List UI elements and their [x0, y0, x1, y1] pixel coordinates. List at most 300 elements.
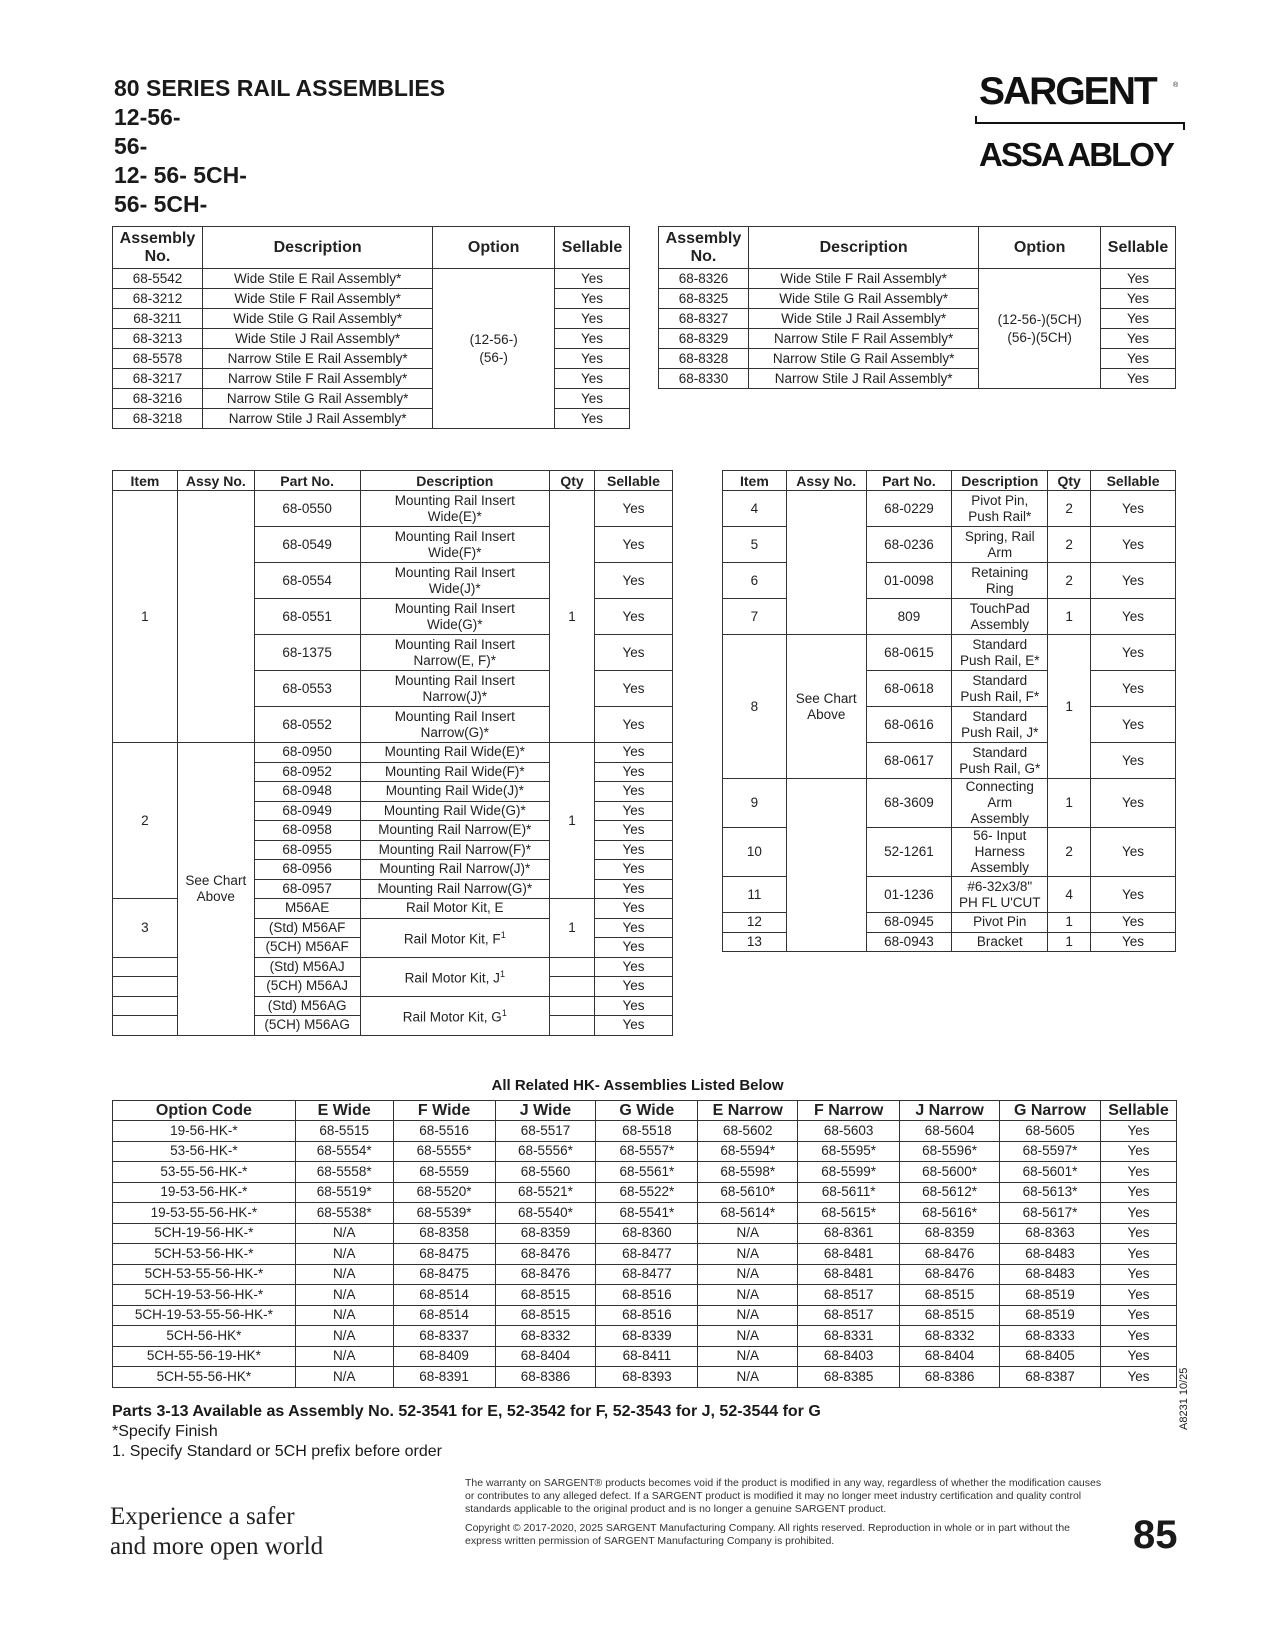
sellable-value: Yes [1091, 743, 1176, 779]
sellable-value: Yes [595, 977, 673, 997]
assembly-cell: 68-8515 [495, 1285, 596, 1306]
part-description: Standard Push Rail, F* [952, 671, 1048, 707]
table-row [113, 1223, 1177, 1244]
assembly-cell: N/A [295, 1305, 393, 1326]
col-sellable: Sellable [595, 471, 673, 491]
quantity: 1 [550, 899, 595, 958]
assembly-cell: 68-8515 [900, 1285, 1000, 1306]
title-line-5: 56- 5CH- [114, 191, 208, 217]
assembly-cell: 68-8477 [596, 1244, 698, 1265]
assembly-cell: 68-5598* [698, 1162, 798, 1183]
option-code: 53-55-56-HK-* [113, 1162, 296, 1183]
quantity: 2 [1048, 828, 1091, 877]
assembly-cell: 68-5538* [295, 1203, 393, 1224]
tagline-line-2: and more open world [110, 1533, 324, 1560]
assembly-cell: 68-8515 [495, 1305, 596, 1326]
assembly-number: 68-3211 [113, 309, 203, 329]
assembly-cell: 68-8386 [900, 1367, 1000, 1388]
assembly-cell: 68-8411 [596, 1346, 698, 1367]
prefix-note: 1. Specify Standard or 5CH prefix before order [112, 1443, 442, 1460]
part-description: Mounting Rail Insert Wide(E)* [360, 491, 550, 527]
assembly-availability-note: Parts 3-13 Available as Assembly No. 52-3541 for E, 52-3542 for F, 52-3543 for J, 52-3544 for G [112, 1403, 821, 1420]
assembly-cell: 68-5604 [900, 1121, 1000, 1142]
assembly-number: 68-3217 [113, 369, 203, 389]
table-row [113, 1285, 1177, 1306]
assembly-cell: N/A [698, 1244, 798, 1265]
part-number: 809 [866, 599, 952, 635]
hk-column-header: F Wide [393, 1101, 495, 1121]
assembly-description: Narrow Stile E Rail Assembly* [202, 349, 432, 369]
col-option: Option [979, 227, 1101, 269]
part-description: #6-32x3/8" PH FL U'CUT [952, 877, 1048, 913]
assembly-cell: Yes [1100, 1203, 1176, 1224]
table-row [113, 1162, 1177, 1183]
part-number: 68-0554 [254, 563, 360, 599]
item-number: 11 [723, 877, 787, 913]
part-number: 68-0236 [866, 527, 952, 563]
part-description: Standard Push Rail, E* [952, 635, 1048, 671]
assy-number: See Chart Above [786, 635, 866, 779]
assembly-description: Wide Stile J Rail Assembly* [748, 309, 978, 329]
col-option: Option [433, 227, 555, 269]
part-description: Mounting Rail Narrow(F)* [360, 840, 550, 860]
part-number: 68-0952 [254, 762, 360, 782]
assembly-number: 68-8326 [659, 269, 749, 289]
part-description: Standard Push Rail, J* [952, 707, 1048, 743]
table-row [113, 1346, 1177, 1367]
table-row [113, 743, 673, 763]
hk-column-header: J Narrow [900, 1101, 1000, 1121]
assembly-cell: N/A [295, 1264, 393, 1285]
quantity: 1 [1048, 635, 1091, 779]
assembly-cell: N/A [295, 1285, 393, 1306]
part-number: (Std) M56AJ [254, 957, 360, 977]
sellable-value: Yes [595, 860, 673, 880]
document-code: A8231 10/25 [1178, 1367, 1190, 1430]
col-description: Description [748, 227, 978, 269]
assembly-cell: 68-5558* [295, 1162, 393, 1183]
option-code: 5CH-55-56-HK* [113, 1367, 296, 1388]
quantity: 1 [1048, 913, 1091, 933]
assembly-cell: 68-5520* [393, 1182, 495, 1203]
assembly-cell: 68-8475 [393, 1264, 495, 1285]
col-description: Description [202, 227, 432, 269]
assembly-description: Wide Stile F Rail Assembly* [202, 289, 432, 309]
assembly-description: Narrow Stile J Rail Assembly* [202, 409, 432, 429]
option-code: 5CH-19-53-55-56-HK-* [113, 1305, 296, 1326]
col-description: Description [952, 471, 1048, 491]
part-number: 68-0618 [866, 671, 952, 707]
quantity: 1 [1048, 599, 1091, 635]
assembly-cell: 68-5539* [393, 1203, 495, 1224]
part-number: 68-0550 [254, 491, 360, 527]
assembly-cell: N/A [295, 1244, 393, 1265]
assembly-cell: 68-8476 [495, 1264, 596, 1285]
assembly-cell: Yes [1100, 1264, 1176, 1285]
assembly-cell: Yes [1100, 1141, 1176, 1162]
part-number: (5CH) M56AF [254, 938, 360, 958]
logo-rule [975, 122, 1185, 124]
assembly-cell: N/A [295, 1367, 393, 1388]
assembly-table-right [658, 226, 1176, 389]
quantity-blank [550, 977, 595, 997]
assembly-cell: 68-8481 [798, 1244, 900, 1265]
part-number: 68-0945 [866, 913, 952, 933]
table-row [659, 269, 1176, 289]
sellable-value: Yes [595, 1016, 673, 1036]
option-code: 5CH-53-55-56-HK-* [113, 1264, 296, 1285]
assembly-cell: N/A [698, 1285, 798, 1306]
sellable-value: Yes [555, 309, 630, 329]
assembly-cell: 68-5603 [798, 1121, 900, 1142]
logo-rule-tick-right [1183, 122, 1185, 130]
assembly-cell: 68-8476 [495, 1244, 596, 1265]
sellable-value: Yes [595, 782, 673, 802]
part-description: Mounting Rail Wide(F)* [360, 762, 550, 782]
assembly-cell: 68-5518 [596, 1121, 698, 1142]
part-number: (Std) M56AG [254, 996, 360, 1016]
assembly-cell: 68-5615* [798, 1203, 900, 1224]
sellable-value: Yes [1091, 828, 1176, 877]
sellable-value: Yes [1101, 269, 1176, 289]
assembly-cell: 68-8476 [900, 1264, 1000, 1285]
sellable-value: Yes [1091, 527, 1176, 563]
part-number: M56AE [254, 899, 360, 919]
assembly-cell: 68-5521* [495, 1182, 596, 1203]
assembly-number: 68-8329 [659, 329, 749, 349]
sellable-value: Yes [1091, 563, 1176, 599]
quantity: 4 [1048, 877, 1091, 913]
sellable-value: Yes [1101, 349, 1176, 369]
assembly-number: 68-8328 [659, 349, 749, 369]
copyright-text: Copyright © 2017-2020, 2025 SARGENT Manufacturing Company. All rights reserved. Reproduction in whole or in part without the express written permission of SARGENT Manufacturing Company is prohibited. [465, 1522, 1071, 1547]
assembly-description: Wide Stile G Rail Assembly* [748, 289, 978, 309]
item-number: 2 [113, 743, 178, 899]
item-number: 8 [723, 635, 787, 779]
part-number: 01-0098 [866, 563, 952, 599]
item-number-blank [113, 957, 178, 977]
assembly-cell: 68-8359 [900, 1223, 1000, 1244]
warranty-text: The warranty on SARGENT® products becomes void if the product is modified in any way, regardless of whether the modification causes or contributes to any alleged defect. If a SARGENT product is modified it may no longer meet industry certification and quality control standards applicable to the original product and is no longer a genuine SARGENT product. [465, 1477, 1102, 1515]
assembly-description: Wide Stile E Rail Assembly* [202, 269, 432, 289]
assembly-cell: N/A [698, 1264, 798, 1285]
col-sellable: Sellable [555, 227, 630, 269]
option-code: 5CH-55-56-19-HK* [113, 1346, 296, 1367]
col-assy-no: Assy No. [177, 471, 254, 491]
hk-column-header: E Narrow [698, 1101, 798, 1121]
assembly-cell: 68-8516 [596, 1285, 698, 1306]
quantity: 1 [1048, 779, 1091, 828]
part-description: Mounting Rail Insert Narrow(E, F)* [360, 635, 550, 671]
part-description: Pivot Pin, Push Rail* [952, 491, 1048, 527]
hk-column-header: E Wide [295, 1101, 393, 1121]
assembly-cell: N/A [698, 1305, 798, 1326]
col-part-no: Part No. [866, 471, 952, 491]
assembly-cell: N/A [295, 1346, 393, 1367]
assembly-cell: Yes [1100, 1223, 1176, 1244]
option-code: 53-56-HK-* [113, 1141, 296, 1162]
assembly-cell: N/A [295, 1326, 393, 1347]
assembly-cell: 68-8519 [1000, 1305, 1101, 1326]
sellable-value: Yes [555, 389, 630, 409]
legal-text [465, 1477, 1105, 1554]
col-part-no: Part No. [254, 471, 360, 491]
item-number: 5 [723, 527, 787, 563]
part-number: 68-1375 [254, 635, 360, 671]
col-description: Description [360, 471, 550, 491]
part-number: 68-0948 [254, 782, 360, 802]
item-number-blank [113, 1016, 178, 1036]
assembly-cell: 68-5605 [1000, 1121, 1101, 1142]
item-number: 10 [723, 828, 787, 877]
assembly-cell: 68-8387 [1000, 1367, 1101, 1388]
part-number: 52-1261 [866, 828, 952, 877]
table-row [113, 1182, 1177, 1203]
assembly-cell: 68-5560 [495, 1162, 596, 1183]
finish-note: *Specify Finish [112, 1423, 218, 1440]
title-line-2: 12-56- [114, 104, 181, 130]
assembly-cell: 68-8359 [495, 1223, 596, 1244]
quantity-blank [550, 996, 595, 1016]
assembly-cell: 68-8332 [900, 1326, 1000, 1347]
sellable-value: Yes [1091, 491, 1176, 527]
col-qty: Qty [550, 471, 595, 491]
assembly-description: Wide Stile G Rail Assembly* [202, 309, 432, 329]
sellable-value: Yes [1101, 369, 1176, 389]
hk-table-title: All Related HK- Assemblies Listed Below [491, 1077, 784, 1094]
item-number: 13 [723, 932, 787, 952]
table-row [113, 1121, 1177, 1142]
assembly-cell: 68-8331 [798, 1326, 900, 1347]
table-row [113, 491, 673, 527]
table-row [113, 1141, 1177, 1162]
assembly-cell: 68-5554* [295, 1141, 393, 1162]
part-description: Mounting Rail Wide(J)* [360, 782, 550, 802]
assembly-cell: N/A [295, 1223, 393, 1244]
quantity: 2 [1048, 563, 1091, 599]
assembly-cell: 68-5610* [698, 1182, 798, 1203]
sellable-value: Yes [1101, 309, 1176, 329]
item-number: 1 [113, 491, 178, 743]
hk-column-header: G Wide [596, 1101, 698, 1121]
table-row [723, 635, 1176, 671]
sellable-value: Yes [1091, 599, 1176, 635]
assembly-description: Narrow Stile F Rail Assembly* [748, 329, 978, 349]
assembly-cell: 68-8519 [1000, 1285, 1101, 1306]
assembly-cell: 68-8404 [900, 1346, 1000, 1367]
assembly-cell: 68-5519* [295, 1182, 393, 1203]
assembly-cell: 68-5516 [393, 1121, 495, 1142]
part-description: Mounting Rail Narrow(J)* [360, 860, 550, 880]
part-description: Rail Motor Kit, $J^1$ [360, 957, 550, 996]
sellable-value: Yes [595, 996, 673, 1016]
sellable-value: Yes [595, 599, 673, 635]
tagline-line-1: Experience a safer [110, 1503, 295, 1530]
assembly-cell: 68-8515 [900, 1305, 1000, 1326]
col-sellable: Sellable [1101, 227, 1176, 269]
parts-table-left [112, 470, 673, 1036]
part-number: 68-0229 [866, 491, 952, 527]
item-number-blank [113, 977, 178, 997]
assembly-cell: 68-5616* [900, 1203, 1000, 1224]
sellable-value: Yes [595, 671, 673, 707]
item-number: 9 [723, 779, 787, 828]
sellable-value: Yes [555, 329, 630, 349]
sellable-value: Yes [1101, 289, 1176, 309]
part-number: (5CH) M56AG [254, 1016, 360, 1036]
assembly-cell: 68-5613* [1000, 1182, 1101, 1203]
part-description: Mounting Rail Insert Wide(J)* [360, 563, 550, 599]
assembly-cell: N/A [698, 1346, 798, 1367]
assembly-cell: Yes [1100, 1244, 1176, 1265]
part-number: 68-0957 [254, 879, 360, 899]
item-number: 4 [723, 491, 787, 527]
part-description: Mounting Rail Insert Wide(G)* [360, 599, 550, 635]
part-description: Bracket [952, 932, 1048, 952]
table-row [113, 1305, 1177, 1326]
hk-column-header: J Wide [495, 1101, 596, 1121]
assembly-cell: 68-8409 [393, 1346, 495, 1367]
assembly-cell: 68-5557* [596, 1141, 698, 1162]
table-row [113, 1264, 1177, 1285]
hk-assemblies-table [112, 1100, 1177, 1388]
assembly-description: Narrow Stile G Rail Assembly* [202, 389, 432, 409]
assembly-number: 68-5578 [113, 349, 203, 369]
quantity: 2 [1048, 527, 1091, 563]
part-description: Mounting Rail Wide(E)* [360, 743, 550, 763]
assembly-cell: 68-5515 [295, 1121, 393, 1142]
sellable-value: Yes [595, 563, 673, 599]
part-number: (5CH) M56AJ [254, 977, 360, 997]
sellable-value: Yes [595, 938, 673, 958]
assy-number-blank [786, 491, 866, 635]
sellable-value: Yes [1091, 932, 1176, 952]
sellable-value: Yes [1091, 707, 1176, 743]
assa-abloy-wordmark: ASSA ABLOY [979, 136, 1173, 173]
assembly-cell: 68-5522* [596, 1182, 698, 1203]
part-number: 68-0943 [866, 932, 952, 952]
part-number: 68-0551 [254, 599, 360, 635]
assembly-cell: 68-8333 [1000, 1326, 1101, 1347]
item-number: 12 [723, 913, 787, 933]
assembly-cell: Yes [1100, 1121, 1176, 1142]
part-number: 68-0552 [254, 707, 360, 743]
part-description: Mounting Rail Insert Wide(F)* [360, 527, 550, 563]
hk-column-header: G Narrow [1000, 1101, 1101, 1121]
assembly-number: 68-3216 [113, 389, 203, 409]
sellable-value: Yes [595, 899, 673, 919]
option-code: 19-53-55-56-HK-* [113, 1203, 296, 1224]
assembly-cell: 68-8405 [1000, 1346, 1101, 1367]
assembly-cell: 68-5561* [596, 1162, 698, 1183]
assy-number-blank [177, 491, 254, 743]
assembly-number: 68-8327 [659, 309, 749, 329]
sellable-value: Yes [595, 707, 673, 743]
assembly-number: 68-8325 [659, 289, 749, 309]
part-number: (Std) M56AF [254, 918, 360, 938]
assy-number: See Chart Above [177, 743, 254, 1036]
part-description: Connecting Arm Assembly [952, 779, 1048, 828]
quantity-blank [550, 1016, 595, 1036]
assembly-cell: 68-8404 [495, 1346, 596, 1367]
part-description: Mounting Rail Insert Narrow(G)* [360, 707, 550, 743]
option-code: 19-53-56-HK-* [113, 1182, 296, 1203]
sellable-value: Yes [555, 349, 630, 369]
item-number-blank [113, 996, 178, 1016]
assembly-number: 68-3212 [113, 289, 203, 309]
option-code: 5CH-19-53-56-HK-* [113, 1285, 296, 1306]
assembly-description: Wide Stile F Rail Assembly* [748, 269, 978, 289]
part-number: 68-0949 [254, 801, 360, 821]
part-description: Mounting Rail Narrow(E)* [360, 821, 550, 841]
sellable-value: Yes [595, 879, 673, 899]
sellable-value: Yes [595, 840, 673, 860]
assembly-cell: 68-8475 [393, 1244, 495, 1265]
part-number: 68-0549 [254, 527, 360, 563]
quantity: 1 [550, 491, 595, 743]
option-code: 5CH-53-56-HK-* [113, 1244, 296, 1265]
sargent-wordmark: SARGENT [979, 70, 1156, 113]
page-title [114, 74, 445, 219]
assembly-cell: 68-8477 [596, 1264, 698, 1285]
quantity: 1 [550, 743, 595, 899]
item-number: 3 [113, 899, 178, 958]
assembly-cell: 68-5597* [1000, 1141, 1101, 1162]
assembly-description: Wide Stile J Rail Assembly* [202, 329, 432, 349]
part-description: Standard Push Rail, G* [952, 743, 1048, 779]
sellable-value: Yes [595, 821, 673, 841]
assembly-cell: 68-8483 [1000, 1264, 1101, 1285]
assembly-cell: 68-5600* [900, 1162, 1000, 1183]
assembly-cell: 68-5602 [698, 1121, 798, 1142]
assembly-cell: Yes [1100, 1367, 1176, 1388]
assembly-table-left [112, 226, 630, 429]
sellable-value: Yes [595, 957, 673, 977]
part-number: 68-0617 [866, 743, 952, 779]
assembly-cell: 68-5614* [698, 1203, 798, 1224]
part-number: 68-0958 [254, 821, 360, 841]
assembly-cell: N/A [698, 1223, 798, 1244]
sellable-value: Yes [1091, 877, 1176, 913]
part-number: 68-0553 [254, 671, 360, 707]
sellable-value: Yes [595, 743, 673, 763]
table-row [723, 779, 1176, 828]
assembly-cell: 68-5541* [596, 1203, 698, 1224]
assembly-cell: 68-8514 [393, 1285, 495, 1306]
col-item: Item [723, 471, 787, 491]
assembly-cell: 68-8386 [495, 1367, 596, 1388]
assembly-cell: 68-8360 [596, 1223, 698, 1244]
quantity-blank [550, 957, 595, 977]
part-number: 68-0616 [866, 707, 952, 743]
table-row [723, 491, 1176, 527]
item-number: 7 [723, 599, 787, 635]
assembly-cell: Yes [1100, 1305, 1176, 1326]
table-row [113, 1203, 1177, 1224]
registered-mark: ® [1173, 82, 1179, 89]
tagline [110, 1502, 323, 1562]
part-description: Mounting Rail Insert Narrow(J)* [360, 671, 550, 707]
notes [112, 1402, 821, 1462]
assembly-cell: 68-5594* [698, 1141, 798, 1162]
hk-column-header: Sellable [1100, 1101, 1176, 1121]
quantity: 1 [1048, 932, 1091, 952]
part-description: Rail Motor Kit, $F^1$ [360, 918, 550, 957]
part-description: TouchPad Assembly [952, 599, 1048, 635]
assembly-number: 68-3213 [113, 329, 203, 349]
part-description: Spring, Rail Arm [952, 527, 1048, 563]
col-assembly-no: Assembly No. [113, 227, 203, 269]
